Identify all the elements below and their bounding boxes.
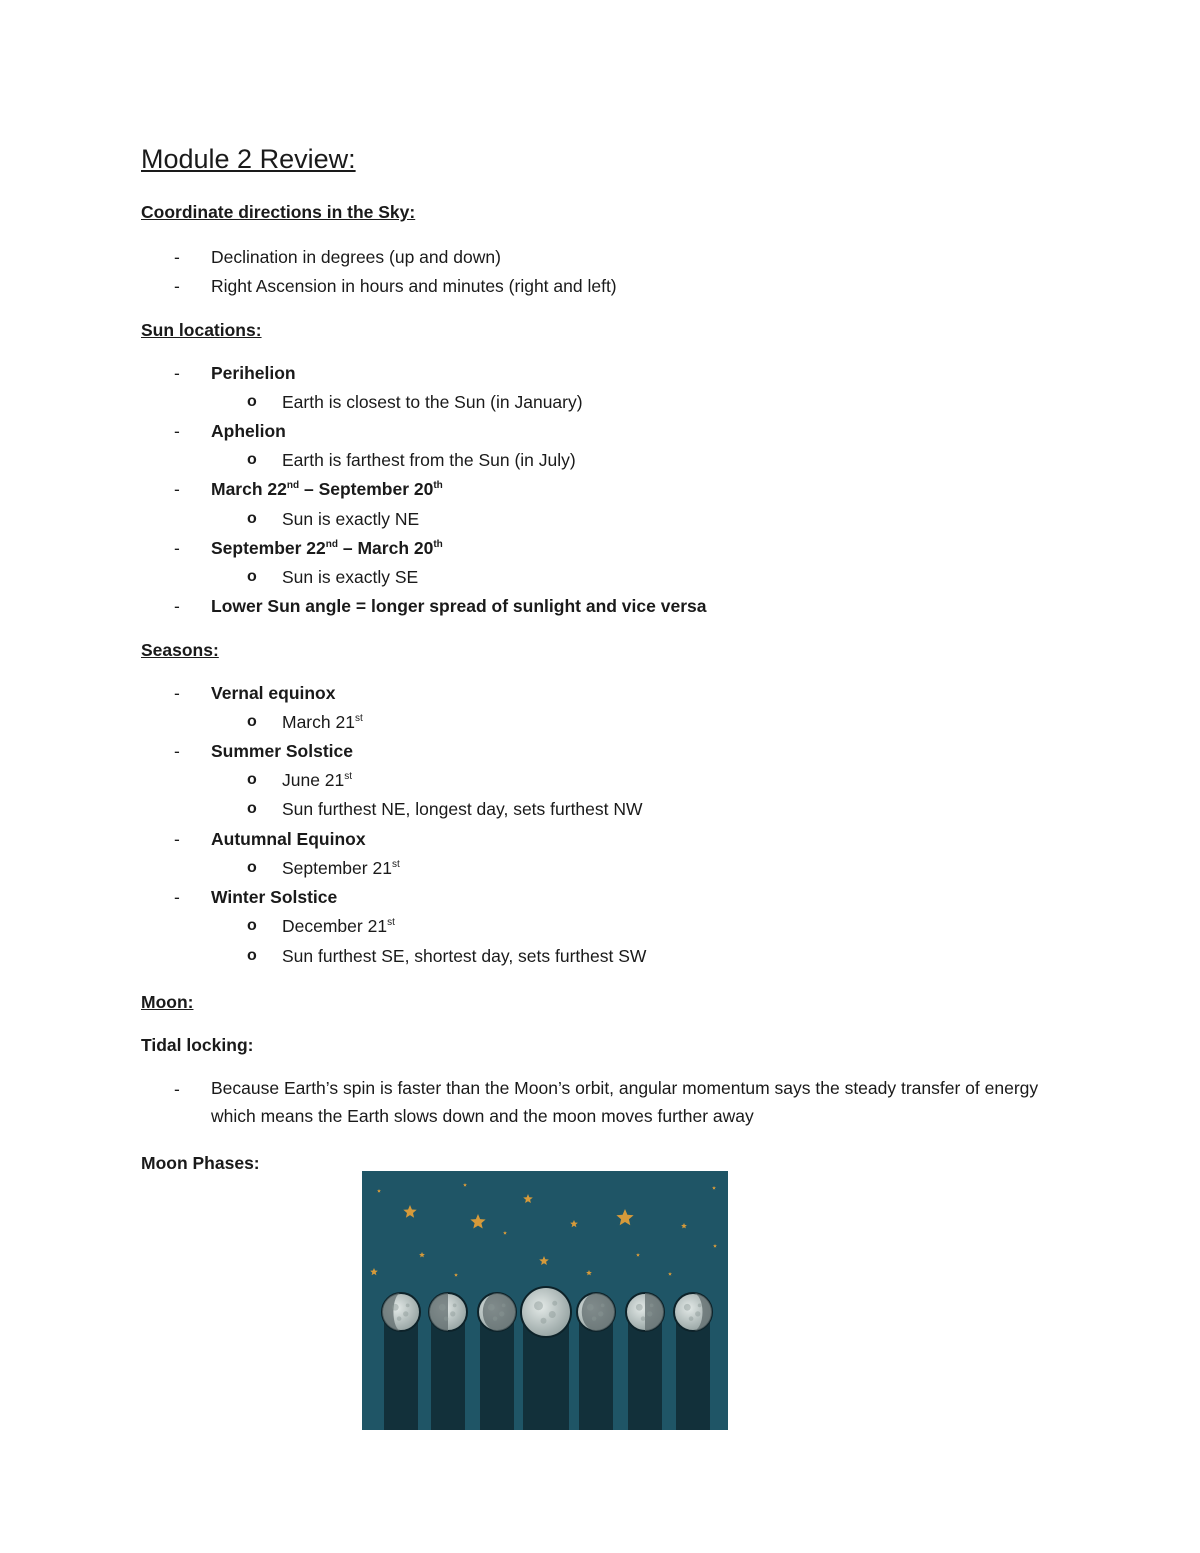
sub-bullet: o: [247, 568, 257, 585]
winter-date: [282, 916, 395, 937]
right-ascension-item: Right Ascension in hours and minutes (right and left): [211, 276, 617, 296]
vernal-date-text: March 21: [282, 712, 355, 732]
range1-separator: –: [299, 479, 319, 499]
sub-bullet: o: [247, 771, 257, 788]
seasons-heading: Seasons:: [141, 640, 219, 660]
vernal-date-suffix: st: [354, 713, 363, 725]
aphelion-detail: Earth is farthest from the Sun (in July): [282, 450, 576, 470]
range1-start: March 22: [211, 479, 287, 499]
range1-end: September 20: [318, 479, 434, 499]
moon-heading: Moon:: [141, 992, 194, 1012]
vernal-label: Vernal equinox: [211, 683, 336, 703]
summer-date-suffix: st: [344, 771, 353, 783]
vernal-date: [282, 712, 363, 733]
range2-detail: Sun is exactly SE: [282, 567, 419, 587]
moon-icon: [382, 1293, 420, 1331]
page-title: Module 2 Review:: [141, 144, 356, 174]
sub-bullet: o: [247, 917, 257, 934]
moon-phases-image: [362, 1171, 728, 1430]
dash-bullet: -: [174, 538, 180, 558]
summer-detail: Sun furthest NE, longest day, sets furthest NW: [282, 799, 643, 819]
sun-angle-item: Lower Sun angle = longer spread of sunlight and vice versa: [211, 596, 707, 616]
sub-bullet: o: [247, 859, 257, 876]
winter-date-text: December 21: [282, 916, 388, 936]
autumnal-date-suffix: st: [391, 859, 400, 871]
dash-bullet: -: [174, 363, 180, 383]
sun-locations-heading: Sun locations:: [141, 320, 262, 340]
perihelion-detail: Earth is closest to the Sun (in January): [282, 392, 583, 412]
tidal-locking-text: Because Earth’s spin is faster than the Moon’s orbit, angular momentum says the steady transfer of energy which means the Earth slows down and the moon moves further away: [211, 1078, 1039, 1126]
sub-bullet: o: [247, 713, 257, 730]
perihelion-label: Perihelion: [211, 363, 296, 383]
moon-icon: [674, 1293, 712, 1331]
sub-bullet: o: [247, 947, 257, 964]
dash-bullet: -: [174, 247, 180, 267]
range1-label: [211, 479, 443, 500]
summer-label: Summer Solstice: [211, 741, 353, 761]
summer-date-text: June 21: [282, 770, 345, 790]
winter-detail: Sun furthest SE, shortest day, sets furthest SW: [282, 946, 647, 966]
dash-bullet: -: [174, 887, 180, 907]
dash-bullet: -: [174, 596, 180, 616]
dash-bullet: -: [174, 479, 180, 499]
moon-icon: [478, 1293, 516, 1331]
winter-label: Winter Solstice: [211, 887, 338, 907]
range2-label: [211, 538, 443, 559]
moon-icon: [626, 1293, 664, 1331]
dash-bullet: -: [174, 1079, 180, 1099]
summer-date: [282, 770, 352, 791]
dash-bullet: -: [174, 741, 180, 761]
winter-date-suffix: st: [387, 917, 395, 929]
dash-bullet: -: [174, 683, 180, 703]
range2-end: March 20: [357, 538, 434, 558]
sub-bullet: o: [247, 451, 257, 468]
tidal-locking-heading: Tidal locking:: [141, 1035, 254, 1055]
range2-separator: –: [338, 538, 358, 558]
aphelion-label: Aphelion: [211, 421, 286, 441]
range1-detail: Sun is exactly NE: [282, 509, 420, 529]
sub-bullet: o: [247, 393, 257, 410]
declination-item: Declination in degrees (up and down): [211, 247, 501, 267]
coordinates-heading: Coordinate directions in the Sky:: [141, 202, 416, 222]
range1-start-suffix: nd: [286, 480, 300, 492]
moon-icon: [521, 1287, 571, 1337]
dash-bullet: -: [174, 421, 180, 441]
range2-end-suffix: th: [433, 539, 443, 551]
sub-bullet: o: [247, 800, 257, 817]
sub-bullet: o: [247, 510, 257, 527]
autumnal-date: [282, 858, 400, 879]
dash-bullet: -: [174, 276, 180, 296]
moon-icon: [429, 1293, 467, 1331]
autumnal-date-text: September 21: [282, 858, 392, 878]
range2-start-suffix: nd: [325, 539, 338, 551]
range1-end-suffix: th: [433, 480, 443, 492]
autumnal-label: Autumnal Equinox: [211, 829, 366, 849]
dash-bullet: -: [174, 829, 180, 849]
range2-start: September 22: [211, 538, 326, 558]
moon-phases-heading: Moon Phases:: [141, 1153, 260, 1173]
moon-icon: [577, 1293, 615, 1331]
